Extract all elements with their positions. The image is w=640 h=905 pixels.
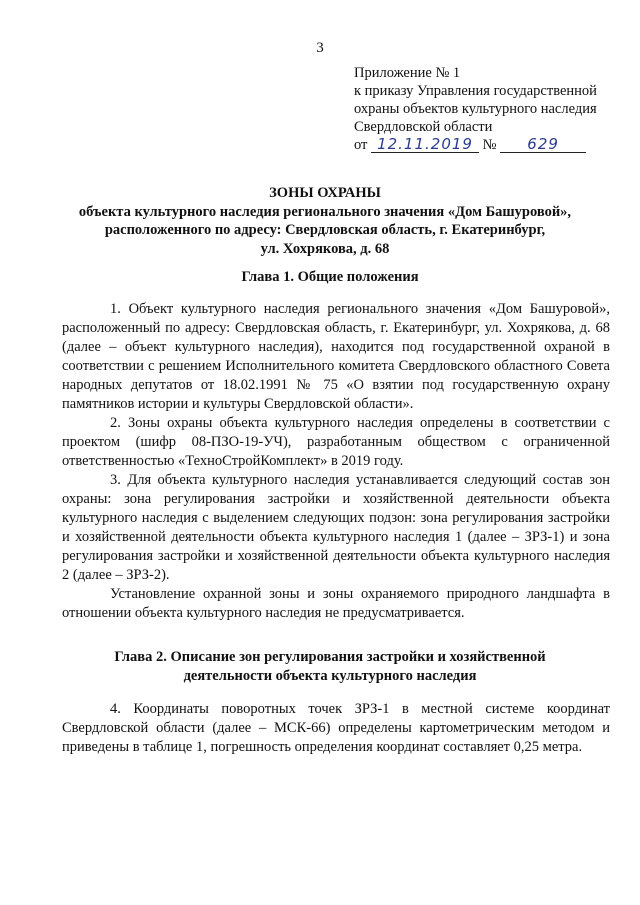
appendix-region-line: Свердловской области <box>354 119 493 135</box>
handwritten-number: 629 <box>500 136 586 153</box>
handwritten-date: 12.11.2019 <box>371 136 479 153</box>
appendix-title: Приложение № 1 <box>354 65 461 81</box>
paragraph-2: 2. Зоны охраны объекта культурного наследия определены в соответствии с проектом (шифр 08-ПЗО-19-УЧ), разработанным обществом с ограниченной ответственностью «ТехноСтройКомплект» в 2019 году. <box>62 415 610 469</box>
chapter1-body <box>62 300 610 623</box>
appendix-order-line: к приказу Управления государственной <box>354 83 597 99</box>
title-heading: ЗОНЫ ОХРАНЫ <box>269 185 381 201</box>
number-label: № <box>482 137 497 153</box>
appendix-authority-line: охраны объектов культурного наследия <box>354 101 597 117</box>
paragraph-4: 4. Координаты поворотных точек ЗРЗ-1 в местной системе координат Свердловской области (далее – МСК-66) определены картометрическим методом и приведены в таблице 1, погрешность определения координат составляет 0,25 метра. <box>62 701 610 755</box>
paragraph-no-zone: Установление охранной зоны и зоны охраняемого природного ландшафта в отношении объекта культурного наследия не предусматривается. <box>62 586 610 621</box>
paragraph-3: 3. Для объекта культурного наследия устанавливается следующий состав зон охраны: зона регулирования застройки и хозяйственной деятельности объекта культурного наследия с выделением следующих подзон: зона регулирования застройки и хозяйственной деятельности объекта культурного наследия 1 (далее – ЗРЗ-1) и зона регулирования застройки и хозяйственной деятельности объекта культурного наследия 2 (далее – ЗРЗ-2). <box>62 472 610 583</box>
title-street-line: ул. Хохрякова, д. 68 <box>260 240 390 257</box>
order-date-number-row <box>354 136 624 154</box>
chapter1-heading: Глава 1. Общие положения <box>241 269 419 285</box>
appendix-header <box>354 64 624 154</box>
paragraph-1: 1. Объект культурного наследия регионального значения «Дом Башуровой», расположенный по адресу: Свердловская область, г. Екатеринбург, ул. Хохрякова, д. 68 (далее – объект культурного наследия), находится под государственной охраной в соответствии с решением Исполнительного комитета Свердловского областного Совета народных депутатов от 18.02.1991 № 75 «О взятии под государственную охрану памятников истории и культуры Свердловской области». <box>62 301 610 412</box>
chapter2-heading-line1: Глава 2. Описание зон регулирования застройки и хозяйственной <box>114 649 546 665</box>
date-label: от <box>354 137 368 153</box>
chapter2-heading-line2: деятельности объекта культурного наследия <box>183 667 477 684</box>
title-object-line: объекта культурного наследия регионального значения «Дом Башуровой», <box>78 203 572 220</box>
page-number: 3 <box>316 40 324 56</box>
title-address-line: расположенного по адресу: Свердловская область, г. Екатеринбург, <box>104 222 546 238</box>
chapter2-body <box>62 700 610 757</box>
document-title <box>60 184 590 258</box>
chapter2-heading <box>60 648 600 685</box>
